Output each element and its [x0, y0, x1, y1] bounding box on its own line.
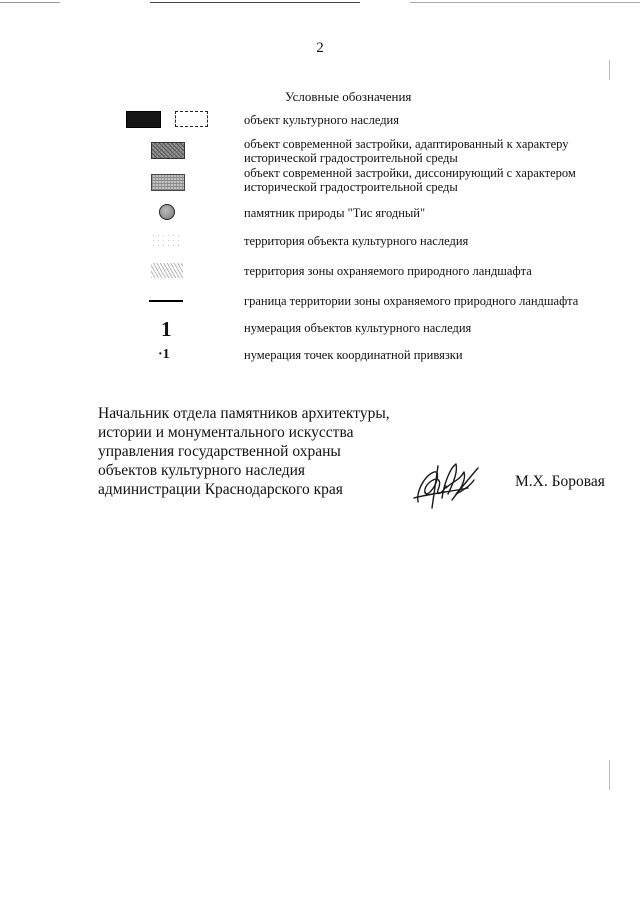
scan-edge-mark — [609, 60, 610, 80]
coordinate-point-sample: ·1 — [158, 347, 170, 362]
scan-edge-mark — [609, 760, 610, 790]
page-number: 2 — [316, 40, 324, 56]
dissonant-modern-building-icon — [151, 174, 185, 191]
legend-label — [244, 137, 568, 165]
protected-landscape-zone-icon — [151, 263, 183, 278]
signatory-position-line: администрации Краснодарского края — [98, 481, 343, 498]
legend-label-line: исторической градостроительной среды — [244, 151, 458, 165]
legend-label — [244, 166, 576, 194]
cultural-heritage-solid-icon — [126, 111, 161, 128]
adapted-modern-building-icon — [151, 142, 185, 159]
legend-label: территория зоны охраняемого природного ландшафта — [244, 264, 532, 278]
legend-label: памятник природы "Тис ягодный" — [244, 206, 426, 220]
legend-label-line: исторической градостроительной среды — [244, 180, 458, 194]
signatory-position — [98, 404, 390, 499]
signatory-position-line: истории и монументального искусства — [98, 424, 354, 441]
signatory-position-line: объектов культурного наследия — [98, 462, 306, 479]
legend-label: граница территории зоны охраняемого природного ландшафта — [244, 294, 579, 308]
legend-label: территория объекта культурного наследия — [244, 234, 469, 248]
legend-label: нумерация точек координатной привязки — [244, 348, 463, 362]
cultural-heritage-outline-icon — [175, 111, 208, 127]
zone-boundary-line-icon — [149, 300, 183, 302]
legend-label: нумерация объектов культурного наследия — [244, 321, 472, 335]
legend-title: Условные обозначения — [285, 89, 412, 104]
scan-top-edge — [0, 2, 640, 3]
legend-label-line: объект современной застройки, адаптированный к характеру — [244, 137, 569, 151]
handwritten-signature-icon — [408, 458, 488, 514]
signatory-name: М.Х. Боровая — [515, 473, 605, 490]
signatory-position-line: Начальник отдела памятников архитектуры, — [98, 405, 390, 422]
heritage-number-sample: 1 — [161, 317, 172, 341]
nature-monument-icon — [159, 204, 175, 220]
legend-label: объект культурного наследия — [244, 113, 399, 127]
signatory-position-line: управления государственной охраны — [98, 443, 341, 460]
heritage-territory-icon — [151, 233, 181, 249]
legend-label-line: объект современной застройки, диссонирующий с характером — [244, 166, 576, 180]
